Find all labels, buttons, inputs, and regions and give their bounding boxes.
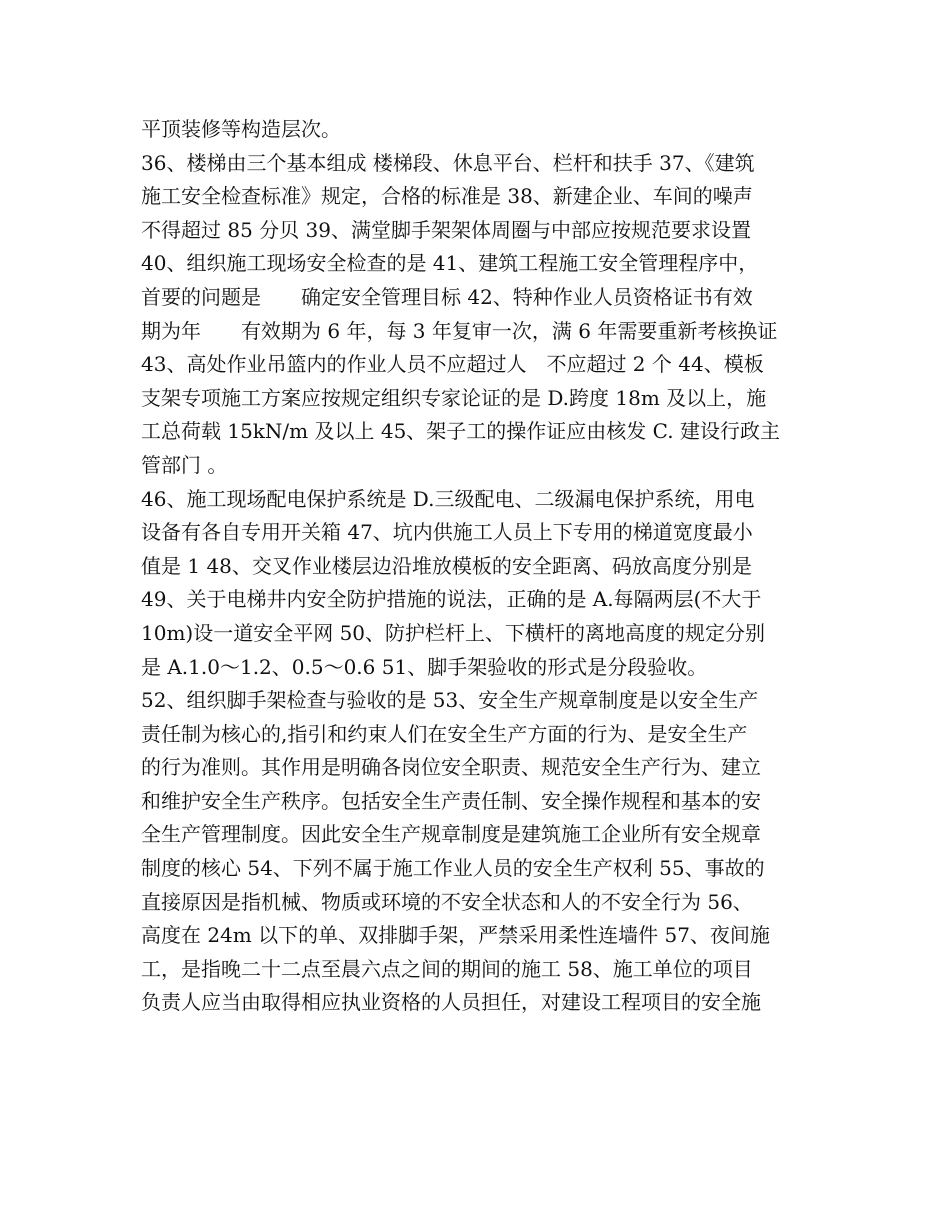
text-line: 43、高处作业吊篮内的作业人员不应超过人 不应超过 2 个 44、模板 [141,352,764,377]
text-line: 36、楼梯由三个基本组成 楼梯段、休息平台、栏杆和扶手 37、《建筑 [141,150,755,175]
text-line: 负责人应当由取得相应执业资格的人员担任，对建设工程项目的安全施 [141,990,761,1015]
text-line: 平顶装修等构造层次。 [141,117,341,141]
text-line: 和维护安全生产秩序。包括安全生产责任制、安全操作规程和基本的安 [141,788,761,813]
text-line: 设备有各自专用开关箱 47、坑内供施工人员上下专用的梯道宽度最小 [141,520,753,545]
text-line: 首要的问题是 确定安全管理目标 42、特种作业人员资格证书有效 [141,284,753,309]
text-line: 40、组织施工现场安全检查的是 41、建筑工程施工安全管理程序中， [141,251,759,276]
text-line: 全生产管理制度。因此安全生产规章制度是建筑施工企业所有安全规章 [141,822,761,847]
text-line: 的行为准则。其作用是明确各岗位安全职责、规范安全生产行为、建立 [141,755,761,780]
text-line: 管部门 。 [141,452,228,477]
document-body [141,113,813,1020]
text-line: 制度的核心 54、下列不属于施工作业人员的安全生产权利 55、事故的 [141,856,765,881]
text-line: 不得超过 85 分贝 39、满堂脚手架架体周圈与中部应按规范要求设置 [141,217,751,242]
text-line: 52、组织脚手架检查与验收的是 53、安全生产规章制度是以安全生产 [141,688,759,713]
text-line: 高度在 24m 以下的单、双排脚手架，严禁采用柔性连墙件 57、夜间施 [141,923,770,948]
text-line: 工，是指晚二十二点至晨六点之间的期间的施工 58、施工单位的项目 [141,956,753,981]
text-line: 工总荷载 15kN/m 及以上 45、架子工的操作证应由核发 C. 建设行政主 [141,419,780,444]
text-line: 直接原因是指机械、物质或环境的不安全状态和人的不安全行为 56、 [141,889,753,914]
text-line: 责任制为核心的,指引和约束人们在安全生产方面的行为、是安全生产 [141,721,748,746]
text-line: 施工安全检查标准》规定，合格的标准是 38、新建企业、车间的噪声 [141,184,753,209]
text-line: 支架专项施工方案应按规定组织专家论证的是 D.跨度 18m 及以上，施 [141,385,767,410]
text-line: 46、施工现场配电保护系统是 D.三级配电、二级漏电保护系统，用电 [141,486,755,511]
text-line: 期为年 有效期为 6 年，每 3 年复审一次，满 6 年需要重新考核换证 [141,318,778,343]
text-line: 10m)设一道安全平网 50、防护栏杆上、下横杆的离地高度的规定分别 [141,620,766,645]
text-line: 是 A.1.0～1.2、0.5～0.6 51、脚手架验收的形式是分段验收。 [141,654,708,679]
text-line: 49、关于电梯井内安全防护措施的说法，正确的是 A.每隔两层(不大于 [141,587,762,612]
text-line: 值是 1 48、交叉作业楼层边沿堆放模板的安全距离、码放高度分别是 [141,553,752,578]
